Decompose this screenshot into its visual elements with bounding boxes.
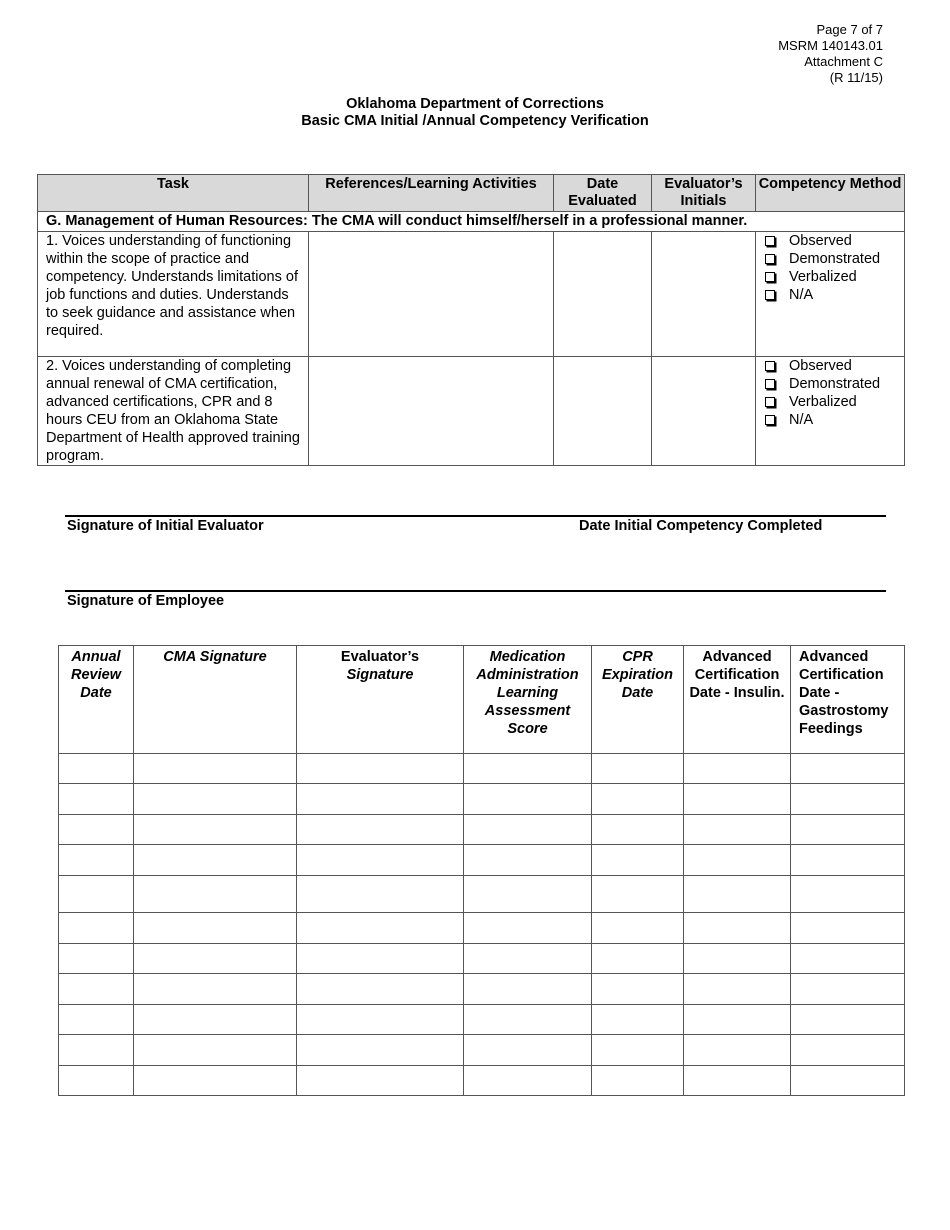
review-cell[interactable] bbox=[791, 815, 905, 845]
method-observed[interactable]: Observed bbox=[765, 357, 900, 375]
table-row bbox=[59, 944, 905, 974]
review-cell[interactable] bbox=[134, 913, 297, 944]
review-cell[interactable] bbox=[464, 1005, 592, 1035]
initial-evaluator-signature-line[interactable] bbox=[65, 515, 886, 517]
review-cell[interactable] bbox=[464, 876, 592, 913]
table-row bbox=[59, 845, 905, 876]
review-cell[interactable] bbox=[297, 1066, 464, 1096]
review-cell[interactable] bbox=[464, 913, 592, 944]
table-row bbox=[59, 784, 905, 815]
title-line-2: Basic CMA Initial /Annual Competency Verification bbox=[301, 113, 649, 129]
review-cell[interactable] bbox=[592, 876, 684, 913]
header-task: Task bbox=[38, 175, 309, 212]
title-line-1: Oklahoma Department of Corrections bbox=[346, 96, 604, 112]
date-completed-label: Date Initial Competency Completed bbox=[579, 518, 823, 534]
review-cell[interactable] bbox=[134, 815, 297, 845]
review-cell[interactable] bbox=[592, 754, 684, 784]
evaluator-initials-cell[interactable] bbox=[652, 357, 756, 466]
review-cell[interactable] bbox=[791, 913, 905, 944]
review-cell[interactable] bbox=[791, 1005, 905, 1035]
review-cell[interactable] bbox=[59, 815, 134, 845]
checkbox-icon[interactable] bbox=[765, 397, 775, 407]
review-cell[interactable] bbox=[134, 754, 297, 784]
review-cell[interactable] bbox=[791, 754, 905, 784]
competency-method-cell bbox=[756, 232, 905, 357]
review-cell[interactable] bbox=[791, 1035, 905, 1066]
review-cell[interactable] bbox=[134, 784, 297, 815]
checkbox-icon[interactable] bbox=[765, 361, 775, 371]
table-row bbox=[38, 357, 905, 466]
review-cell[interactable] bbox=[791, 876, 905, 913]
method-verbalized[interactable]: Verbalized bbox=[765, 268, 900, 286]
review-cell[interactable] bbox=[791, 845, 905, 876]
review-cell[interactable] bbox=[464, 815, 592, 845]
review-cell[interactable] bbox=[134, 1035, 297, 1066]
review-cell[interactable] bbox=[297, 754, 464, 784]
review-cell[interactable] bbox=[59, 754, 134, 784]
header-adv-gastrostomy: Advanced Certification Date - Gastrostomy Feedings bbox=[791, 646, 905, 754]
task-cell: 1. Voices understanding of functioning within the scope of practice and competency. Understands limitations of job functions and duties. Understands to seek guidance and assistance when required. bbox=[38, 232, 309, 357]
references-cell[interactable] bbox=[309, 357, 554, 466]
page-title bbox=[0, 96, 950, 130]
review-cell[interactable] bbox=[684, 754, 791, 784]
review-cell[interactable] bbox=[134, 1066, 297, 1096]
review-cell[interactable] bbox=[592, 1035, 684, 1066]
header-adv-insulin: Advanced Certification Date - Insulin. bbox=[684, 646, 791, 754]
review-cell[interactable] bbox=[791, 974, 905, 1005]
checkbox-icon[interactable] bbox=[765, 379, 775, 389]
review-cell[interactable] bbox=[297, 784, 464, 815]
review-cell[interactable] bbox=[297, 944, 464, 974]
review-cell[interactable] bbox=[592, 1005, 684, 1035]
header-evaluators-signature bbox=[297, 646, 464, 754]
review-cell[interactable] bbox=[684, 784, 791, 815]
employee-signature-label: Signature of Employee bbox=[67, 593, 225, 609]
review-cell[interactable] bbox=[592, 784, 684, 815]
header-evaluator-initials: Evaluator’s Initials bbox=[652, 175, 756, 212]
initial-evaluator-label: Signature of Initial Evaluator bbox=[67, 518, 264, 534]
document-number: MSRM 140143.01 bbox=[778, 38, 883, 53]
review-cell[interactable] bbox=[791, 944, 905, 974]
review-cell[interactable] bbox=[59, 913, 134, 944]
review-cell[interactable] bbox=[59, 1066, 134, 1096]
header-date-evaluated: Date Evaluated bbox=[554, 175, 652, 212]
checkbox-icon[interactable] bbox=[765, 415, 775, 425]
review-cell[interactable] bbox=[592, 944, 684, 974]
review-cell[interactable] bbox=[684, 974, 791, 1005]
table-row bbox=[59, 876, 905, 913]
review-cell[interactable] bbox=[684, 944, 791, 974]
attachment-label: Attachment C bbox=[804, 54, 883, 69]
review-cell[interactable] bbox=[134, 944, 297, 974]
date-evaluated-cell[interactable] bbox=[554, 232, 652, 357]
review-cell[interactable] bbox=[684, 1066, 791, 1096]
review-cell[interactable] bbox=[791, 784, 905, 815]
header-med-admin-score: Medication Administration Learning Assessment Score bbox=[464, 646, 592, 754]
review-cell[interactable] bbox=[791, 1066, 905, 1096]
review-cell[interactable] bbox=[592, 815, 684, 845]
header-cpr-expiration: CPR Expiration Date bbox=[592, 646, 684, 754]
review-cell[interactable] bbox=[592, 845, 684, 876]
review-cell[interactable] bbox=[464, 944, 592, 974]
task-cell: 2. Voices understanding of completing annual renewal of CMA certification, advanced certifications, CPR and 8 hours CEU from an Oklahoma State Department of Health approved training program. bbox=[38, 357, 309, 466]
review-cell[interactable] bbox=[464, 1035, 592, 1066]
review-cell[interactable] bbox=[684, 1005, 791, 1035]
review-cell[interactable] bbox=[59, 784, 134, 815]
review-cell[interactable] bbox=[134, 1005, 297, 1035]
review-cell[interactable] bbox=[297, 845, 464, 876]
review-cell[interactable] bbox=[592, 974, 684, 1005]
annual-review-table bbox=[58, 645, 905, 1096]
review-cell[interactable] bbox=[134, 845, 297, 876]
header-references: References/Learning Activities bbox=[309, 175, 554, 212]
checkbox-icon[interactable] bbox=[765, 290, 775, 300]
table-row bbox=[59, 1066, 905, 1096]
review-cell[interactable] bbox=[464, 845, 592, 876]
review-cell[interactable] bbox=[592, 1066, 684, 1096]
competency-method-cell bbox=[756, 357, 905, 466]
table-row bbox=[59, 913, 905, 944]
method-demonstrated[interactable]: Demonstrated bbox=[765, 375, 900, 393]
review-cell[interactable] bbox=[59, 1005, 134, 1035]
method-demonstrated[interactable]: Demonstrated bbox=[765, 250, 900, 268]
table-row bbox=[38, 232, 905, 357]
review-cell[interactable] bbox=[297, 1005, 464, 1035]
references-cell[interactable] bbox=[309, 232, 554, 357]
review-cell[interactable] bbox=[134, 974, 297, 1005]
section-heading: G. Management of Human Resources: The CMA will conduct himself/herself in a professional manner. bbox=[38, 212, 905, 232]
review-cell[interactable] bbox=[684, 876, 791, 913]
review-cell[interactable] bbox=[464, 1066, 592, 1096]
header-competency-method: Competency Method bbox=[756, 175, 905, 212]
checkbox-icon[interactable] bbox=[765, 254, 775, 264]
method-na[interactable]: N/A bbox=[765, 286, 900, 304]
evaluator-initials-cell[interactable] bbox=[652, 232, 756, 357]
checkbox-icon[interactable] bbox=[765, 236, 775, 246]
table-row bbox=[59, 974, 905, 1005]
revision-label: (R 11/15) bbox=[829, 70, 883, 85]
review-cell[interactable] bbox=[59, 1035, 134, 1066]
review-cell[interactable] bbox=[297, 974, 464, 1005]
review-cell[interactable] bbox=[684, 815, 791, 845]
review-cell[interactable] bbox=[59, 845, 134, 876]
table-row bbox=[59, 1005, 905, 1035]
method-na[interactable]: N/A bbox=[765, 411, 900, 429]
review-cell[interactable] bbox=[297, 1035, 464, 1066]
date-evaluated-cell[interactable] bbox=[554, 357, 652, 466]
review-cell[interactable] bbox=[464, 784, 592, 815]
review-cell[interactable] bbox=[684, 1035, 791, 1066]
review-cell[interactable] bbox=[464, 754, 592, 784]
review-table-body bbox=[59, 754, 905, 1096]
review-cell[interactable] bbox=[59, 944, 134, 974]
review-cell[interactable] bbox=[59, 974, 134, 1005]
review-cell[interactable] bbox=[59, 876, 134, 913]
review-cell[interactable] bbox=[684, 845, 791, 876]
employee-signature-line[interactable] bbox=[65, 590, 886, 592]
header-annual-review-date: Annual Review Date bbox=[59, 646, 134, 754]
review-cell[interactable] bbox=[297, 815, 464, 845]
header-cma-signature: CMA Signature bbox=[134, 646, 297, 754]
table-row bbox=[59, 754, 905, 784]
review-cell[interactable] bbox=[592, 913, 684, 944]
table-row bbox=[59, 1035, 905, 1066]
review-cell[interactable] bbox=[684, 913, 791, 944]
review-cell[interactable] bbox=[134, 876, 297, 913]
page-number: Page 7 of 7 bbox=[816, 22, 883, 37]
evaluators-label: Evaluator’s bbox=[340, 649, 420, 665]
review-cell[interactable] bbox=[297, 876, 464, 913]
signature-label: Signature bbox=[346, 667, 414, 683]
review-cell[interactable] bbox=[297, 913, 464, 944]
document-header bbox=[778, 22, 883, 86]
review-cell[interactable] bbox=[464, 974, 592, 1005]
checkbox-icon[interactable] bbox=[765, 272, 775, 282]
method-verbalized[interactable]: Verbalized bbox=[765, 393, 900, 411]
table-row bbox=[59, 815, 905, 845]
competency-table bbox=[37, 174, 905, 466]
method-observed[interactable]: Observed bbox=[765, 232, 900, 250]
